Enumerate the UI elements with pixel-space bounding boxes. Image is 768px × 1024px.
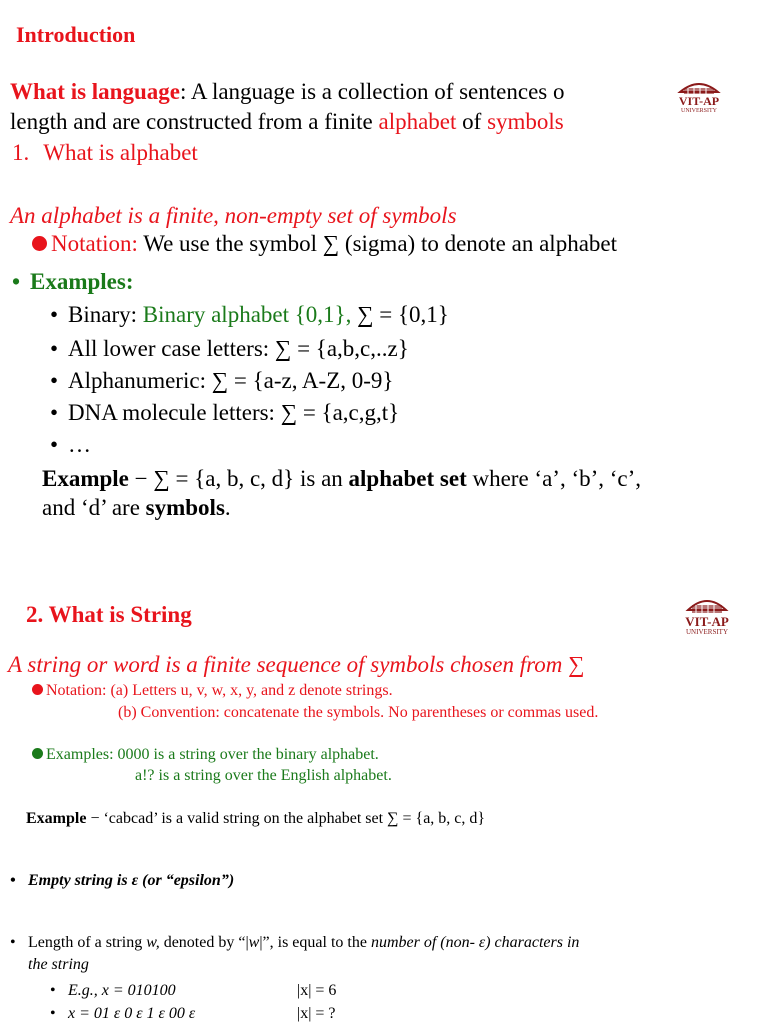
bullet-icon: • xyxy=(50,400,59,425)
length-text: |”, is equal to the xyxy=(259,934,371,951)
example-label: Binary: xyxy=(68,302,143,327)
notation-label: Notation: xyxy=(51,231,138,256)
symbols-word: symbols xyxy=(487,109,564,134)
example-label: All lower case letters: ∑ = {a,b,c,..z} xyxy=(68,336,409,361)
string-examples-text: Examples: 0000 is a string over the binary alphabet. xyxy=(46,746,379,763)
alphabet-set-term: alphabet set xyxy=(348,466,467,491)
example-label: … xyxy=(68,432,91,457)
example-text: and ‘d’ are xyxy=(42,495,146,520)
example-text: where ‘a’, ‘b’, ‘c’, xyxy=(466,466,642,491)
vit-ap-logo xyxy=(660,78,738,114)
example-rest: ∑ = {0,1} xyxy=(357,302,449,327)
example-alphabet-set-line1 xyxy=(42,466,641,492)
logo-text: VIT-AP xyxy=(678,94,720,108)
length-w: w xyxy=(248,934,260,951)
red-bullet-icon xyxy=(32,684,43,695)
language-def-text2: length and are constructed from a finite xyxy=(10,109,379,134)
bullet-icon: • xyxy=(50,982,56,999)
list-item xyxy=(50,982,176,1000)
list-item xyxy=(50,432,91,458)
list-item xyxy=(50,302,449,328)
length-italic-text: number of (non- ε) characters in xyxy=(370,934,580,951)
examples-heading-text: Examples: xyxy=(30,269,134,294)
bullet-icon: • xyxy=(12,269,21,294)
intro-heading: Introduction xyxy=(16,22,136,47)
question-1 xyxy=(12,140,198,166)
bullet-icon: • xyxy=(50,302,59,327)
list-item xyxy=(50,1005,195,1023)
string-examples-line2: a!? is a string over the English alphabet. xyxy=(135,767,392,784)
green-bullet-icon xyxy=(32,748,43,759)
example-label: DNA molecule letters: ∑ = {a,c,g,t} xyxy=(68,400,400,425)
logo-subtext: UNIVERSITY xyxy=(681,108,717,114)
vit-ap-logo xyxy=(668,592,746,636)
length-example-left: E.g., x = 010100 xyxy=(68,982,176,999)
language-definition-line1 xyxy=(10,79,564,105)
string-notation-text: Notation: (a) Letters u, v, w, x, y, and z denote strings. xyxy=(46,682,393,699)
of-word: of xyxy=(456,109,488,134)
bullet-icon: • xyxy=(50,1005,56,1022)
length-text: Length of a string xyxy=(28,934,147,951)
language-term: What is language xyxy=(10,79,180,104)
list-item xyxy=(50,368,393,394)
language-definition-line2 xyxy=(10,109,564,135)
bullet-icon: • xyxy=(10,872,16,889)
example-text: . xyxy=(224,495,231,520)
string-notation-line2: (b) Convention: concatenate the symbols. No parentheses or commas used. xyxy=(118,704,599,721)
red-bullet-icon xyxy=(32,236,47,251)
example-label: Example xyxy=(42,466,129,491)
example-string-line xyxy=(26,810,485,828)
length-line1 xyxy=(10,934,579,952)
example-label: Alphanumeric: ∑ = {a-z, A-Z, 0-9} xyxy=(68,368,394,393)
length-example-right: |x| = ? xyxy=(297,1005,336,1022)
length-w: w, xyxy=(146,934,160,951)
example-text: − ‘cabcad’ is a valid string on the alphabet set ∑ = {a, b, c, d} xyxy=(86,810,486,827)
logo-text: VIT-AP xyxy=(685,614,729,629)
length-example-right: |x| = 6 xyxy=(297,982,337,999)
length-text: denoted by “| xyxy=(159,934,249,951)
logo-subtext: UNIVERSITY xyxy=(686,628,728,636)
empty-string-line xyxy=(10,872,234,890)
list-item xyxy=(50,400,399,426)
string-definition: A string or word is a finite sequence of symbols chosen from ∑ xyxy=(8,652,585,677)
bullet-icon: • xyxy=(50,432,59,457)
alphabet-word: alphabet xyxy=(378,109,457,134)
empty-string-text: Empty string is ε (or “epsilon”) xyxy=(28,872,235,889)
length-example-left: x = 01 ε 0 ε 1 ε 00 ε xyxy=(68,1005,196,1022)
bullet-icon: • xyxy=(50,368,59,393)
symbols-term: symbols xyxy=(145,495,225,520)
q1-text: What is alphabet xyxy=(43,140,198,165)
list-item xyxy=(50,336,409,362)
bullet-icon: • xyxy=(10,934,16,951)
examples-heading xyxy=(12,269,134,295)
string-examples-line1 xyxy=(32,746,379,764)
q1-number: 1. xyxy=(12,140,30,165)
notation-line xyxy=(32,231,617,257)
alphabet-definition: An alphabet is a finite, non-empty set of symbols xyxy=(10,203,457,228)
notation-text: We use the symbol ∑ (sigma) to denote an alphabet xyxy=(137,231,618,256)
bullet-icon: • xyxy=(50,336,59,361)
string-heading: 2. What is String xyxy=(26,602,192,627)
length-line2: the string xyxy=(28,956,89,973)
example-label: Example xyxy=(26,810,87,827)
example-alphabet-set-line2 xyxy=(42,495,231,521)
example-text: − ∑ = {a, b, c, d} is an xyxy=(128,466,349,491)
language-def-text: : A language is a collection of sentences o xyxy=(179,79,565,104)
example-colored: Binary alphabet {0,1}, xyxy=(142,302,358,327)
string-notation-line1 xyxy=(32,682,393,700)
